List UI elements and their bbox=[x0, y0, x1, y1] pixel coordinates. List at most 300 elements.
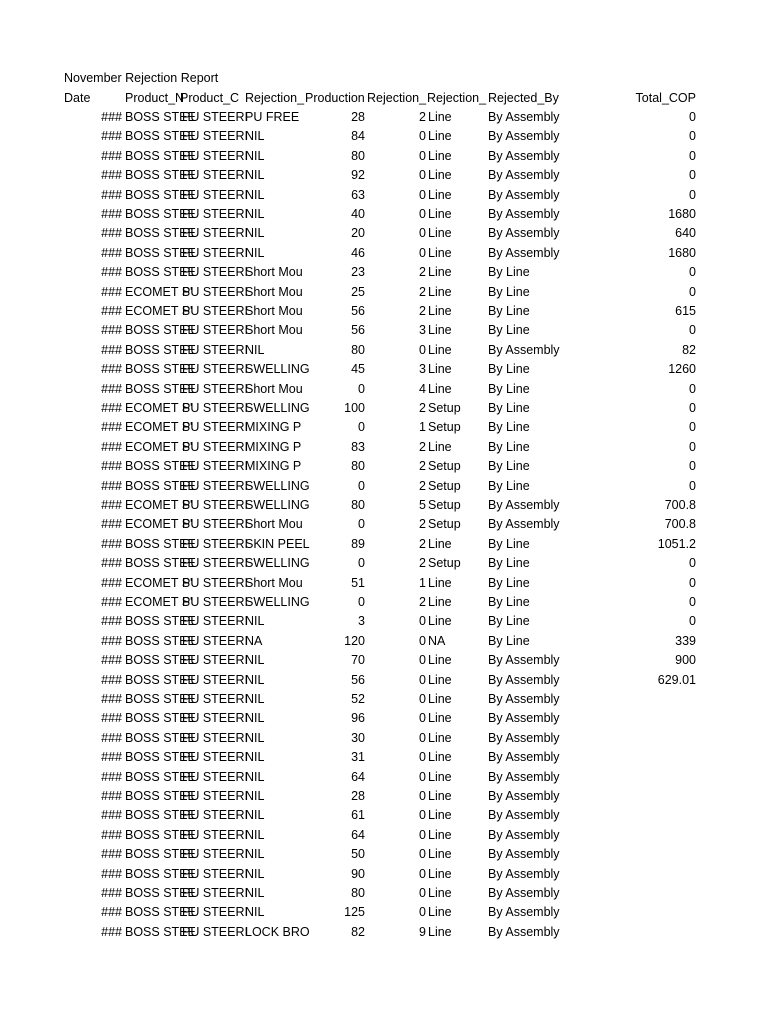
rejection-reason-cell: NIL bbox=[245, 827, 265, 842]
product-code-cell: PU STEERI bbox=[182, 711, 248, 726]
table-row bbox=[0, 768, 768, 787]
rejection-type-cell: Line bbox=[428, 866, 452, 881]
rejection-reason-cell: NIL bbox=[245, 129, 265, 144]
header-product-name: Product_N bbox=[125, 91, 185, 105]
rejection-reason-cell: NIL bbox=[245, 750, 265, 765]
total-cop-cell: 0 bbox=[689, 420, 696, 435]
product-name-cell: BOSS STEE bbox=[125, 110, 196, 124]
rejected-by-cell: By Assembly bbox=[488, 711, 560, 726]
rejection-qty-cell: 0 bbox=[419, 711, 426, 726]
production-cell: 125 bbox=[344, 905, 365, 920]
rejected-by-cell: By Line bbox=[488, 478, 530, 493]
date-cell: ### bbox=[101, 789, 122, 803]
date-cell: ### bbox=[101, 478, 122, 493]
rejection-reason-cell: Short Mou bbox=[245, 381, 303, 396]
date-cell: ### bbox=[101, 633, 122, 648]
date-cell: ### bbox=[101, 381, 122, 396]
rejection-reason-cell: SWELLING bbox=[245, 478, 310, 493]
rejected-by-cell: By Line bbox=[488, 401, 530, 415]
rejection-type-cell: Line bbox=[428, 536, 452, 551]
production-cell: 28 bbox=[351, 110, 365, 124]
product-code-cell: PU STEERI bbox=[182, 886, 248, 900]
rejected-by-cell: By Assembly bbox=[488, 187, 560, 202]
rejection-reason-cell: NIL bbox=[245, 187, 265, 202]
date-cell: ### bbox=[101, 614, 122, 629]
date-cell: ### bbox=[101, 730, 122, 745]
rejection-qty-cell: 3 bbox=[419, 362, 426, 377]
date-cell: ### bbox=[101, 827, 122, 842]
rejected-by-cell: By Line bbox=[488, 536, 530, 551]
date-cell: ### bbox=[101, 924, 122, 939]
rejected-by-cell: By Line bbox=[488, 614, 530, 629]
product-code-cell: PU STEERI bbox=[182, 924, 248, 939]
rejected-by-cell: By Assembly bbox=[488, 168, 560, 183]
table-row bbox=[0, 903, 768, 922]
rejection-qty-cell: 2 bbox=[419, 517, 426, 532]
product-code-cell: PU STEERI bbox=[182, 168, 248, 183]
product-code-cell: PU STEERI bbox=[182, 847, 248, 862]
rejection-qty-cell: 2 bbox=[419, 478, 426, 493]
table-row bbox=[0, 380, 768, 399]
date-cell: ### bbox=[101, 439, 122, 454]
rejection-qty-cell: 2 bbox=[419, 556, 426, 571]
rejected-by-cell: By Line bbox=[488, 633, 530, 648]
rejection-qty-cell: 0 bbox=[419, 207, 426, 221]
date-cell: ### bbox=[101, 362, 122, 377]
rejection-type-cell: Line bbox=[428, 575, 452, 590]
rejection-type-cell: Line bbox=[428, 129, 452, 144]
date-cell: ### bbox=[101, 265, 122, 280]
rejection-type-cell: NA bbox=[428, 633, 446, 648]
production-cell: 3 bbox=[358, 614, 365, 629]
rejection-reason-cell: NA bbox=[245, 633, 263, 648]
table-row bbox=[0, 845, 768, 864]
rejection-reason-cell: MIXING P bbox=[245, 459, 302, 474]
product-name-cell: BOSS STEE bbox=[125, 148, 196, 163]
product-name-cell: ECOMET S' bbox=[125, 439, 193, 454]
rejection-reason-cell: Short Mou bbox=[245, 304, 303, 318]
table-row bbox=[0, 787, 768, 806]
product-name-cell: BOSS STEE bbox=[125, 633, 196, 648]
total-cop-cell: 0 bbox=[689, 556, 696, 571]
date-cell: ### bbox=[101, 245, 122, 260]
total-cop-cell: 0 bbox=[689, 459, 696, 474]
table-row bbox=[0, 263, 768, 282]
date-cell: ### bbox=[101, 323, 122, 338]
total-cop-cell: 0 bbox=[689, 265, 696, 280]
rejection-reason-cell: LOCK BRO bbox=[245, 924, 310, 939]
header-total-cop: Total_COP bbox=[635, 91, 696, 105]
table-row bbox=[0, 554, 768, 573]
table-row bbox=[0, 166, 768, 185]
production-cell: 80 bbox=[351, 148, 365, 163]
product-name-cell: BOSS STEE bbox=[125, 653, 196, 668]
product-code-cell: PU STEERI bbox=[182, 633, 248, 648]
rejection-reason-cell: NIL bbox=[245, 653, 265, 668]
rejection-type-cell: Setup bbox=[428, 517, 461, 532]
product-name-cell: BOSS STEE bbox=[125, 478, 196, 493]
rejection-reason-cell: NIL bbox=[245, 730, 265, 745]
total-cop-cell: 0 bbox=[689, 110, 696, 124]
rejected-by-cell: By Line bbox=[488, 420, 530, 435]
total-cop-cell: 1260 bbox=[668, 362, 696, 377]
product-code-cell: PU STEERI bbox=[182, 478, 248, 493]
rejection-type-cell: Line bbox=[428, 362, 452, 377]
table-row bbox=[0, 127, 768, 146]
rejected-by-cell: By Assembly bbox=[488, 226, 560, 241]
total-cop-cell: 0 bbox=[689, 323, 696, 338]
table-row bbox=[0, 690, 768, 709]
total-cop-cell: 1680 bbox=[668, 207, 696, 221]
rejection-qty-cell: 3 bbox=[419, 323, 426, 338]
table-row bbox=[0, 709, 768, 728]
total-cop-cell: 0 bbox=[689, 478, 696, 493]
rejection-type-cell: Line bbox=[428, 653, 452, 668]
total-cop-cell: 0 bbox=[689, 168, 696, 183]
date-cell: ### bbox=[101, 866, 122, 881]
rejected-by-cell: By Line bbox=[488, 304, 530, 318]
date-cell: ### bbox=[101, 498, 122, 512]
rejection-qty-cell: 0 bbox=[419, 342, 426, 357]
total-cop-cell: 1051.2 bbox=[657, 536, 696, 551]
production-cell: 63 bbox=[351, 187, 365, 202]
product-name-cell: BOSS STEE bbox=[125, 827, 196, 842]
production-cell: 56 bbox=[351, 672, 365, 687]
product-code-cell: PU STEERI bbox=[182, 323, 248, 338]
product-code-cell: PU STEERI bbox=[182, 187, 248, 202]
rejection-type-cell: Line bbox=[428, 769, 452, 784]
product-code-cell: PU STEERI bbox=[182, 808, 248, 823]
table-row bbox=[0, 477, 768, 496]
rejection-reason-cell: SWELLING bbox=[245, 556, 310, 571]
total-cop-cell: 0 bbox=[689, 129, 696, 144]
product-name-cell: BOSS STEE bbox=[125, 245, 196, 260]
date-cell: ### bbox=[101, 595, 122, 609]
rejection-qty-cell: 0 bbox=[419, 905, 426, 920]
product-name-cell: ECOMET S' bbox=[125, 498, 193, 512]
rejection-type-cell: Line bbox=[428, 381, 452, 396]
production-cell: 96 bbox=[351, 711, 365, 726]
rejection-reason-cell: Short Mou bbox=[245, 265, 303, 280]
date-cell: ### bbox=[101, 304, 122, 318]
rejected-by-cell: By Line bbox=[488, 362, 530, 377]
header-row bbox=[0, 89, 768, 108]
table-row bbox=[0, 748, 768, 767]
production-cell: 70 bbox=[351, 653, 365, 668]
product-name-cell: BOSS STEE bbox=[125, 750, 196, 765]
product-code-cell: PU STEERI bbox=[182, 342, 248, 357]
rejection-type-cell: Line bbox=[428, 226, 452, 241]
rejection-type-cell: Line bbox=[428, 847, 452, 862]
production-cell: 90 bbox=[351, 866, 365, 881]
rejection-type-cell: Setup bbox=[428, 459, 461, 474]
rejection-type-cell: Line bbox=[428, 905, 452, 920]
header-date: Date bbox=[64, 91, 91, 105]
rejection-reason-cell: MIXING P bbox=[245, 439, 302, 454]
production-cell: 46 bbox=[351, 245, 365, 260]
rejected-by-cell: By Assembly bbox=[488, 847, 560, 862]
rejection-reason-cell: NIL bbox=[245, 207, 265, 221]
header-production: Production bbox=[305, 91, 365, 105]
table-row bbox=[0, 923, 768, 942]
rejection-qty-cell: 4 bbox=[419, 381, 426, 396]
rejection-qty-cell: 0 bbox=[419, 789, 426, 803]
rejection-qty-cell: 0 bbox=[419, 187, 426, 202]
product-name-cell: BOSS STEE bbox=[125, 808, 196, 823]
production-cell: 40 bbox=[351, 207, 365, 221]
table-row bbox=[0, 244, 768, 263]
production-cell: 100 bbox=[344, 401, 365, 415]
header-rejected-by: Rejected_By bbox=[488, 91, 559, 105]
rejection-reason-cell: Short Mou bbox=[245, 517, 303, 532]
rejection-reason-cell: MIXING P bbox=[245, 420, 302, 435]
product-code-cell: PU STEERI bbox=[182, 692, 248, 706]
rejected-by-cell: By Assembly bbox=[488, 517, 560, 532]
table-row bbox=[0, 612, 768, 631]
rejected-by-cell: By Assembly bbox=[488, 730, 560, 745]
rejection-reason-cell: NIL bbox=[245, 245, 265, 260]
rejection-qty-cell: 0 bbox=[419, 730, 426, 745]
rejection-type-cell: Line bbox=[428, 808, 452, 823]
table-row bbox=[0, 321, 768, 340]
rejection-qty-cell: 0 bbox=[419, 866, 426, 881]
product-code-cell: PU STEERI bbox=[182, 459, 248, 474]
rejection-type-cell: Setup bbox=[428, 401, 461, 415]
rejected-by-cell: By Line bbox=[488, 459, 530, 474]
total-cop-cell: 0 bbox=[689, 284, 696, 299]
rejection-reason-cell: NIL bbox=[245, 692, 265, 706]
rejection-reason-cell: NIL bbox=[245, 886, 265, 900]
rejected-by-cell: By Assembly bbox=[488, 886, 560, 900]
date-cell: ### bbox=[101, 905, 122, 920]
rejection-type-cell: Line bbox=[428, 789, 452, 803]
total-cop-cell: 700.8 bbox=[664, 517, 696, 532]
production-cell: 50 bbox=[351, 847, 365, 862]
date-cell: ### bbox=[101, 808, 122, 823]
rejected-by-cell: By Assembly bbox=[488, 672, 560, 687]
rejection-qty-cell: 2 bbox=[419, 439, 426, 454]
product-name-cell: ECOMET S' bbox=[125, 517, 193, 532]
rejection-reason-cell: NIL bbox=[245, 711, 265, 726]
rejection-qty-cell: 2 bbox=[419, 401, 426, 415]
rejection-qty-cell: 0 bbox=[419, 672, 426, 687]
header-product-code: Product_C bbox=[180, 91, 240, 105]
rejection-type-cell: Line bbox=[428, 110, 452, 124]
rejected-by-cell: By Assembly bbox=[488, 129, 560, 144]
rejection-qty-cell: 0 bbox=[419, 827, 426, 842]
header-rejection-qty: Rejection_ bbox=[367, 91, 427, 105]
date-cell: ### bbox=[101, 672, 122, 687]
production-cell: 84 bbox=[351, 129, 365, 144]
product-name-cell: ECOMET S' bbox=[125, 420, 193, 435]
date-cell: ### bbox=[101, 459, 122, 474]
total-cop-cell: 640 bbox=[675, 226, 696, 241]
production-cell: 51 bbox=[351, 575, 365, 590]
rejection-reason-cell: NIL bbox=[245, 866, 265, 881]
production-cell: 92 bbox=[351, 168, 365, 183]
production-cell: 28 bbox=[351, 789, 365, 803]
rejected-by-cell: By Assembly bbox=[488, 148, 560, 163]
production-cell: 80 bbox=[351, 459, 365, 474]
production-cell: 30 bbox=[351, 730, 365, 745]
table-row bbox=[0, 224, 768, 243]
total-cop-cell: 339 bbox=[675, 633, 696, 648]
rejection-reason-cell: SWELLING bbox=[245, 498, 310, 512]
rejection-qty-cell: 0 bbox=[419, 653, 426, 668]
production-cell: 0 bbox=[358, 420, 365, 435]
production-cell: 25 bbox=[351, 284, 365, 299]
rejection-reason-cell: NIL bbox=[245, 808, 265, 823]
date-cell: ### bbox=[101, 207, 122, 221]
total-cop-cell: 0 bbox=[689, 575, 696, 590]
total-cop-cell: 1680 bbox=[668, 245, 696, 260]
rejected-by-cell: By Assembly bbox=[488, 342, 560, 357]
table-row bbox=[0, 535, 768, 554]
rejection-qty-cell: 0 bbox=[419, 129, 426, 144]
product-name-cell: BOSS STEE bbox=[125, 207, 196, 221]
product-name-cell: BOSS STEE bbox=[125, 789, 196, 803]
rejected-by-cell: By Assembly bbox=[488, 905, 560, 920]
product-name-cell: BOSS STEE bbox=[125, 129, 196, 144]
product-name-cell: BOSS STEE bbox=[125, 769, 196, 784]
date-cell: ### bbox=[101, 556, 122, 571]
product-name-cell: BOSS STEE bbox=[125, 847, 196, 862]
rejection-qty-cell: 0 bbox=[419, 847, 426, 862]
total-cop-cell: 0 bbox=[689, 148, 696, 163]
date-cell: ### bbox=[101, 226, 122, 241]
production-cell: 20 bbox=[351, 226, 365, 241]
table-row bbox=[0, 457, 768, 476]
production-cell: 56 bbox=[351, 323, 365, 338]
product-code-cell: PU STEERI bbox=[182, 148, 248, 163]
rejection-qty-cell: 2 bbox=[419, 595, 426, 609]
product-code-cell: PU STEERI bbox=[182, 207, 248, 221]
date-cell: ### bbox=[101, 110, 122, 124]
rejected-by-cell: By Assembly bbox=[488, 808, 560, 823]
total-cop-cell: 0 bbox=[689, 439, 696, 454]
rejected-by-cell: By Line bbox=[488, 265, 530, 280]
date-cell: ### bbox=[101, 517, 122, 532]
rejection-type-cell: Line bbox=[428, 265, 452, 280]
product-code-cell: PU STEERI bbox=[182, 304, 248, 318]
rejected-by-cell: By Assembly bbox=[488, 769, 560, 784]
rejection-reason-cell: NIL bbox=[245, 847, 265, 862]
product-name-cell: ECOMET S' bbox=[125, 284, 193, 299]
date-cell: ### bbox=[101, 536, 122, 551]
product-code-cell: PU STEERI bbox=[182, 439, 248, 454]
total-cop-cell: 0 bbox=[689, 614, 696, 629]
rejection-type-cell: Line bbox=[428, 207, 452, 221]
table-row bbox=[0, 593, 768, 612]
rejection-qty-cell: 0 bbox=[419, 226, 426, 241]
rejection-qty-cell: 0 bbox=[419, 245, 426, 260]
total-cop-cell: 0 bbox=[689, 381, 696, 396]
rejection-reason-cell: NIL bbox=[245, 789, 265, 803]
date-cell: ### bbox=[101, 148, 122, 163]
rejected-by-cell: By Assembly bbox=[488, 789, 560, 803]
table-row bbox=[0, 147, 768, 166]
product-name-cell: ECOMET S' bbox=[125, 401, 193, 415]
table-row bbox=[0, 302, 768, 321]
date-cell: ### bbox=[101, 187, 122, 202]
date-cell: ### bbox=[101, 342, 122, 357]
production-cell: 89 bbox=[351, 536, 365, 551]
product-code-cell: PU STEERI bbox=[182, 129, 248, 144]
rejection-type-cell: Line bbox=[428, 614, 452, 629]
date-cell: ### bbox=[101, 420, 122, 435]
rejection-type-cell: Line bbox=[428, 304, 452, 318]
table-row bbox=[0, 360, 768, 379]
product-code-cell: PU STEERI bbox=[182, 226, 248, 241]
product-name-cell: BOSS STEE bbox=[125, 730, 196, 745]
date-cell: ### bbox=[101, 847, 122, 862]
product-code-cell: PU STEERI bbox=[182, 575, 248, 590]
product-code-cell: PU STEERI bbox=[182, 401, 248, 415]
product-name-cell: BOSS STEE bbox=[125, 711, 196, 726]
production-cell: 120 bbox=[344, 633, 365, 648]
date-cell: ### bbox=[101, 769, 122, 784]
date-cell: ### bbox=[101, 692, 122, 706]
product-name-cell: BOSS STEE bbox=[125, 168, 196, 183]
product-name-cell: ECOMET S' bbox=[125, 575, 193, 590]
header-rejection-type: Rejection_ bbox=[427, 91, 487, 105]
rejection-reason-cell: NIL bbox=[245, 905, 265, 920]
table-row bbox=[0, 496, 768, 515]
rejected-by-cell: By Line bbox=[488, 439, 530, 454]
product-name-cell: BOSS STEE bbox=[125, 536, 196, 551]
table-row bbox=[0, 671, 768, 690]
table-row bbox=[0, 632, 768, 651]
rejection-qty-cell: 2 bbox=[419, 265, 426, 280]
rejection-qty-cell: 0 bbox=[419, 692, 426, 706]
product-name-cell: BOSS STEE bbox=[125, 226, 196, 241]
date-cell: ### bbox=[101, 168, 122, 183]
product-code-cell: PU STEERI bbox=[182, 536, 248, 551]
product-name-cell: BOSS STEE bbox=[125, 866, 196, 881]
date-cell: ### bbox=[101, 750, 122, 765]
production-cell: 0 bbox=[358, 595, 365, 609]
total-cop-cell: 629.01 bbox=[657, 672, 696, 687]
product-code-cell: PU STEERI bbox=[182, 730, 248, 745]
production-cell: 23 bbox=[351, 265, 365, 280]
production-cell: 64 bbox=[351, 827, 365, 842]
rejection-qty-cell: 0 bbox=[419, 148, 426, 163]
rejection-qty-cell: 0 bbox=[419, 808, 426, 823]
rejection-qty-cell: 1 bbox=[419, 420, 426, 435]
date-cell: ### bbox=[101, 129, 122, 144]
table-row bbox=[0, 108, 768, 127]
product-code-cell: PU STEERI bbox=[182, 110, 248, 124]
rejection-reason-cell: PU FREE bbox=[245, 110, 300, 124]
production-cell: 83 bbox=[351, 439, 365, 454]
rejection-qty-cell: 0 bbox=[419, 886, 426, 900]
rejection-reason-cell: NIL bbox=[245, 672, 265, 687]
rejection-qty-cell: 2 bbox=[419, 110, 426, 124]
production-cell: 52 bbox=[351, 692, 365, 706]
rejection-qty-cell: 2 bbox=[419, 304, 426, 318]
product-code-cell: PU STEERI bbox=[182, 672, 248, 687]
product-code-cell: PU STEERI bbox=[182, 420, 248, 435]
production-cell: 80 bbox=[351, 498, 365, 512]
rejection-qty-cell: 5 bbox=[419, 498, 426, 512]
product-name-cell: BOSS STEE bbox=[125, 265, 196, 280]
table-row bbox=[0, 283, 768, 302]
rejection-type-cell: Setup bbox=[428, 420, 461, 435]
production-cell: 0 bbox=[358, 517, 365, 532]
rejection-qty-cell: 0 bbox=[419, 614, 426, 629]
product-code-cell: PU STEERI bbox=[182, 827, 248, 842]
product-code-cell: PU STEERI bbox=[182, 653, 248, 668]
